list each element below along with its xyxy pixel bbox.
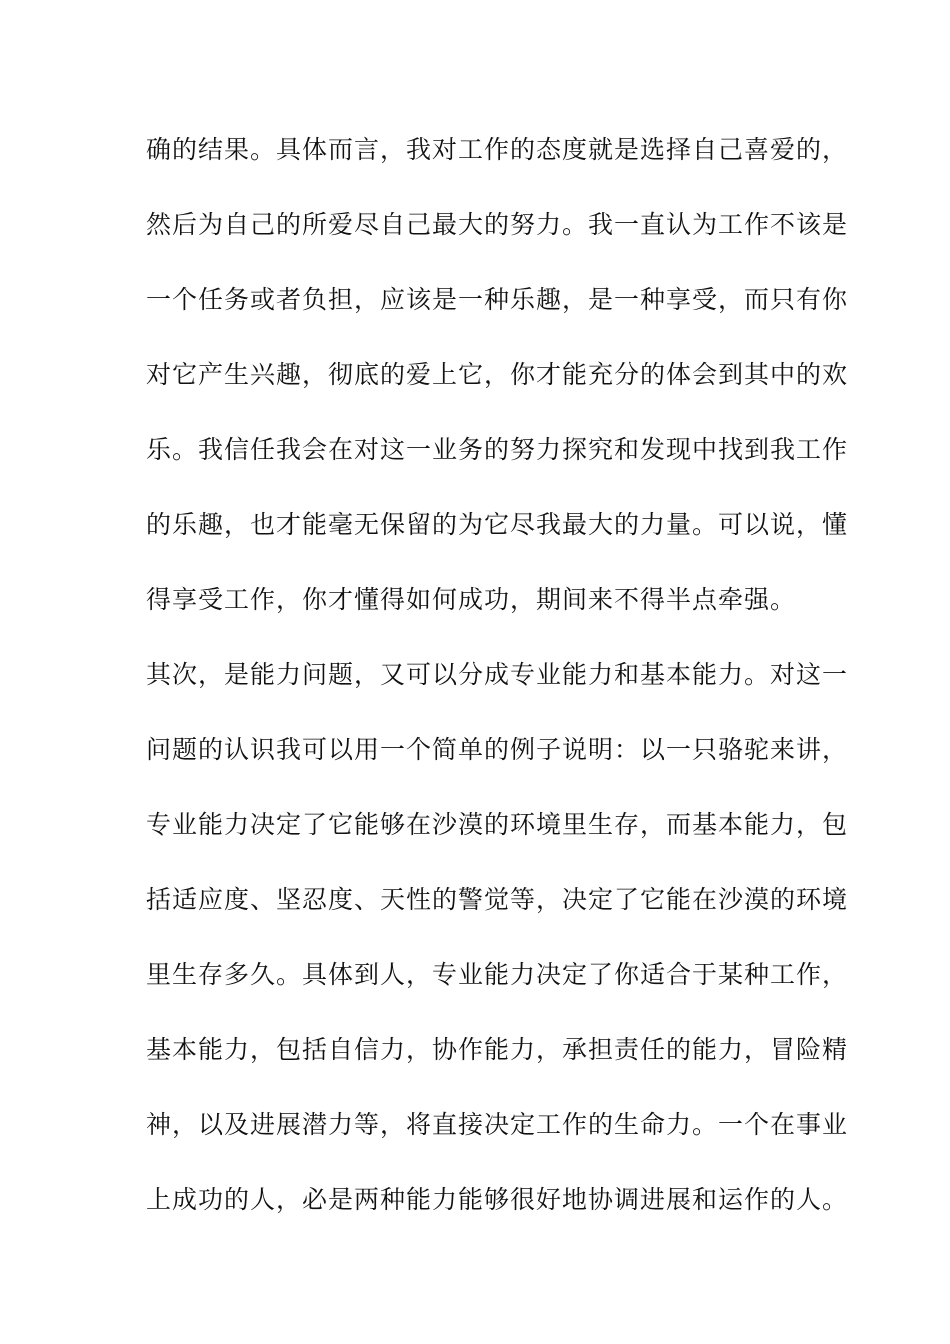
text-line-8: 其次，是能力问题，又可以分成专业能力和基本能力。对这一 <box>146 660 849 689</box>
text-line-12: 里生存多久。具体到人，专业能力决定了你适合于某种工作， <box>146 960 849 989</box>
text-line-6: 的乐趣，也才能毫无保留的为它尽我最大的力量。可以说，懂 <box>146 510 849 539</box>
text-line-9: 问题的认识我可以用一个简单的例子说明：以一只骆驼来讲， <box>146 735 849 764</box>
text-line-15: 上成功的人，必是两种能力能够很好地协调进展和运作的人。 <box>146 1185 849 1214</box>
text-line-13: 基本能力，包括自信力，协作能力，承担责任的能力，冒险精 <box>146 1035 849 1064</box>
text-line-3: 一个任务或者负担，应该是一种乐趣，是一种享受，而只有你 <box>146 285 849 314</box>
text-line-10: 专业能力决定了它能够在沙漠的环境里生存，而基本能力，包 <box>146 810 849 839</box>
text-line-7: 得享受工作，你才懂得如何成功，期间来不得半点牵强。 <box>146 585 797 614</box>
text-line-4: 对它产生兴趣，彻底的爱上它，你才能充分的体会到其中的欢 <box>146 360 849 389</box>
text-line-5: 乐。我信任我会在对这一业务的努力探究和发现中找到我工作 <box>146 435 849 464</box>
text-line-2: 然后为自己的所爱尽自己最大的努力。我一直认为工作不该是 <box>146 210 849 239</box>
text-line-11: 括适应度、坚忍度、天性的警觉等，决定了它能在沙漠的环境 <box>146 885 849 914</box>
text-line-14: 神，以及进展潜力等，将直接决定工作的生命力。一个在事业 <box>146 1110 849 1139</box>
text-line-1: 确的结果。具体而言，我对工作的态度就是选择自己喜爱的， <box>146 135 849 164</box>
